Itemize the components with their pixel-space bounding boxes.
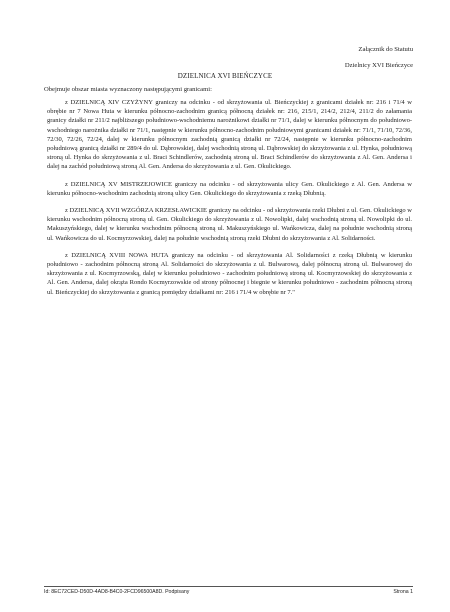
boundary-paragraph-nowa-huta: z DZIELNICĄ XVIII NOWA HUTA graniczy na odcinku - od skrzyżowania Al. Solidarności z rzeką Dłubnią w kierunku południowo - zachodnim północną stroną Al. Solidarności do skrzyżowania z ul. Bulwarową, dalej północną stroną ul. Bulwarowej do skrzyżowania z ul. Kocmyrzowską, dalej w kierunku południowo - zachodnim południową stroną ul. Kocmyrzowskiej do skrzyżowania z Al. Gen. Andersa, dalej okrąża Rondo Kocmyrzowskie od strony północnej i biegnie w kierunku południowo - zachodnim północną stroną ul. Bieńczyckiej do skrzyżowania z granicą pomiędzy działkami nr: 216 i 71/4 w obrębie nr 7." <box>47 251 412 296</box>
document-title: DZIELNICA XVI BIEŃCZYCE <box>177 72 273 80</box>
document-body <box>47 98 412 305</box>
document-intro: Obejmuje obszar miasta wyznaczony następującymi granicami: <box>44 86 212 93</box>
boundary-paragraph-wzgorza-krzeslawickie: z DZIELNICĄ XVII WZGÓRZA KRZESŁAWICKIE graniczy na odcinku - od skrzyżowania rzeki Dłubni z ul. Gen. Okulickiego w kierunku wschodnim północną stroną ul. Gen. Okulickiego do skrzyżowania z ul. Nowolipki, dalej wschodnią stroną ul. Nowolipki do ul. Makuszyńskiego, dalej w kierunku wschodnim północną stroną ul. Makuszyńskiego ul. Wańkowicza, dalej na południe wschodnią stroną ul. Wańkowicza do ul. Kocmyrzowskiej, dalej na południe wschodnią stroną rzeki Dłubni do skrzyżowania z Al. Solidarności. <box>47 207 412 242</box>
boundary-paragraph-czyzyny: z DZIELNICĄ XIV CZYŻYNY graniczy na odcinku - od skrzyżowania ul. Bieńczyckiej z granicami działek nr: 216 i 71/4 w obrębie nr 7 Nowa Huta w kierunku północno-zachodnim granicą północną działek nr: 216, 215/1, 214/2, 212/4, 211/2 do załamania granicy działki nr 211/2 najbliższego południowo-wschodniemu narożnikowi działki nr 71/1, dalej w kierunku północnym do południowo-wschodniego narożnika działki nr 71/1, następnie w kierunku północno-zachodnim południowymi granicami działek nr: 71/1, 71/10, 72/36, 72/30, 72/26, 72/24, dalej w kierunku północnym zachodnią granicą działki nr 72/24, następnie w kierunku północno-zachodnim południową granicą działki nr 289/4 do ul. Dąbrowskiej, dalej wschodnią stroną ul. Dąbrowskiej do skrzyżowania z ul. Hynka, południową stroną ul. Hynka do skrzyżowania z ul. Braci Schindlerów, zachodnią stroną ul. Braci Schindlerów do skrzyżowania z Al. Gen. Andersa i dalej na zachód południową stroną Al. Gen. Andersa do skrzyżowania z ul. Gen. Okulickiego. <box>47 99 412 171</box>
attachment-line-2: Dzielnicy XVI Bieńczyce <box>344 62 413 69</box>
boundary-paragraph-mistrzejowice: z DZIELNICĄ XV MISTRZEJOWICE graniczy na odcinku - od skrzyżowania ulicy Gen. Okulickiego z Al. Gen. Andersa w kierunku północno-wschodnim zachodnią stroną ulicy Gen. Okulickiego do skrzyżowania z rzeką Dłubnią. <box>47 180 412 197</box>
footer-divider <box>44 586 413 587</box>
footer-document-id: Id: 8EC72CED-D50D-4AD8-B4C0-2FCD96500A8D. Podpisany <box>44 589 190 595</box>
footer-page-number: Strona 1 <box>393 589 413 595</box>
attachment-line-1: Załącznik do Statutu <box>358 46 413 53</box>
